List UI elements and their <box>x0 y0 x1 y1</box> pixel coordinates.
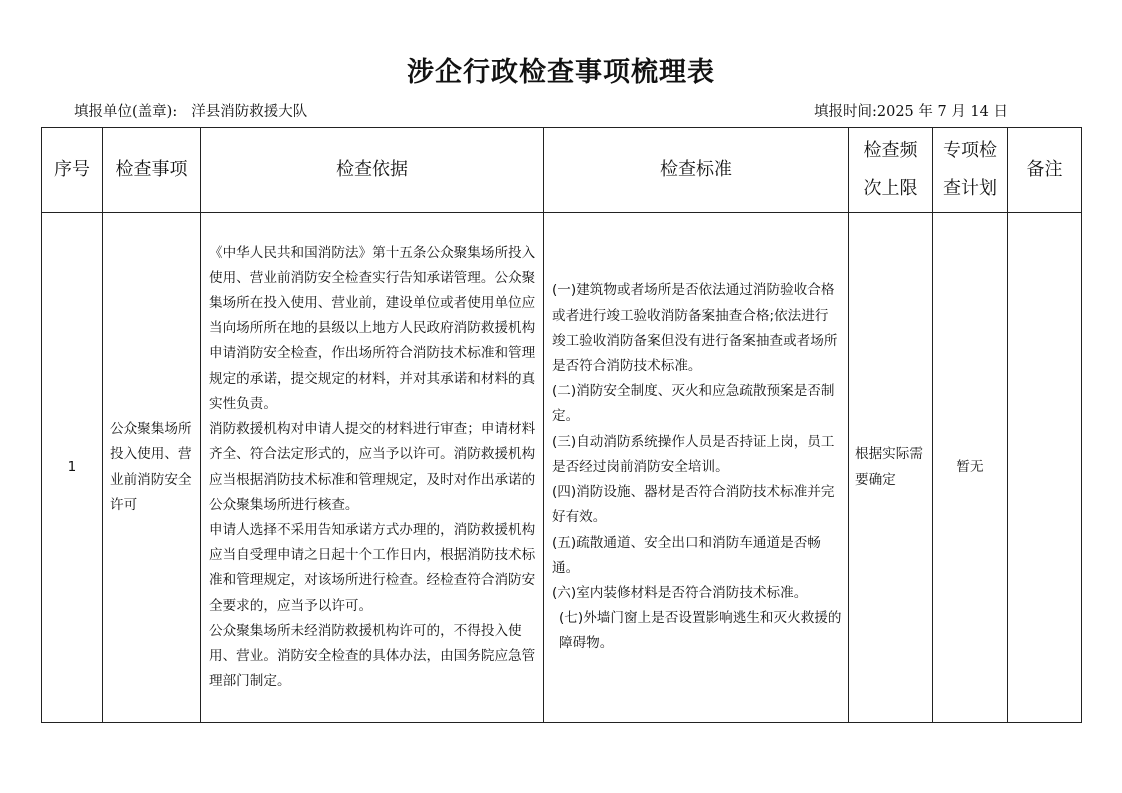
cell-remarks <box>1008 213 1082 723</box>
header-remarks: 备注 <box>1008 128 1082 213</box>
basis-paragraph: 申请人选择不采用告知承诺方式办理的，消防救援机构应当自受理申请之日起十个工作日内，根据消防技术标准和管理规定，对该场所进行检查。经检查符合消防安全要求的，应当予以许可。 <box>209 521 536 614</box>
inspection-table <box>41 127 1082 723</box>
cell-seq: 1 <box>42 213 103 723</box>
cell-plan: 暂无 <box>933 213 1008 723</box>
standard-item: (三)自动消防系统操作人员是否持证上岗，员工是否经过岗前消防安全培训。 <box>552 433 835 475</box>
standard-item: (七)外墙门窗上是否设置影响逃生和灭火救援的障碍物。 <box>559 610 842 652</box>
header-plan-line2: 查计划 <box>943 178 997 199</box>
header-frequency-line1: 检查频 <box>863 140 918 161</box>
cell-item: 公众聚集场所投入使用、营业前消防安全许可 <box>103 213 201 723</box>
cell-standard <box>544 213 849 723</box>
document-title: 涉企行政检查事项梳理表 <box>407 57 715 88</box>
header-frequency-line2: 次上限 <box>863 178 918 199</box>
cell-frequency: 根据实际需要确定 <box>849 213 933 723</box>
table-header-row <box>42 128 1082 213</box>
reporting-unit-value: 洋县消防救援大队 <box>191 104 308 120</box>
header-plan <box>933 128 1008 213</box>
header-frequency <box>849 128 933 213</box>
basis-paragraph: 《中华人民共和国消防法》第十五条公众聚集场所投入使用、营业前消防安全检查实行告知承诺管理。公众聚集场所在投入使用、营业前，建设单位或者使用单位应当向场所所在地的县级以上地方人民政府消防救援机构申请消防安全检查，作出场所符合消防技术标准和管理规定的承诺，提交规定的材料，并对其承诺和材料的真实性负责。 <box>209 244 536 412</box>
standard-item: (六)室内装修材料是否符合消防技术标准。 <box>552 584 808 601</box>
standard-item: (二)消防安全制度、灭火和应急疏散预案是否制定。 <box>552 383 835 425</box>
standard-item: (一)建筑物或者场所是否依法通过消防验收合格或者进行竣工验收消防备案抽查合格;依法进行竣工验收消防备案但没有进行备案抽查或者场所是否符合消防技术标准。 <box>552 282 838 375</box>
cell-basis <box>201 213 544 723</box>
basis-paragraph: 公众聚集场所未经消防救援机构许可的，不得投入使用、营业。消防安全检查的具体办法，由国务院应急管理部门制定。 <box>209 622 536 690</box>
basis-paragraph: 消防救援机构对申请人提交的材料进行审查；申请材料齐全、符合法定形式的，应当予以许可。消防救援机构应当根据消防技术标准和管理规定，及时对作出承诺的公众聚集场所进行核查。 <box>209 421 536 513</box>
header-item: 检查事项 <box>103 128 201 213</box>
standard-item: (五)疏散通道、安全出口和消防车通道是否畅通。 <box>552 534 821 576</box>
header-standard: 检查标准 <box>544 128 849 213</box>
header-seq: 序号 <box>42 128 103 213</box>
standard-item: (四)消防设施、器材是否符合消防技术标准并完好有效。 <box>552 484 835 526</box>
table-row <box>42 213 1082 723</box>
reporting-date: 填报时间:2025 年 7 月 14 日 <box>813 104 1008 120</box>
reporting-unit-label: 填报单位(盖章): <box>74 104 178 120</box>
header-plan-line1: 专项检 <box>943 140 997 161</box>
reporting-unit <box>74 100 307 121</box>
header-basis: 检查依据 <box>201 128 544 213</box>
